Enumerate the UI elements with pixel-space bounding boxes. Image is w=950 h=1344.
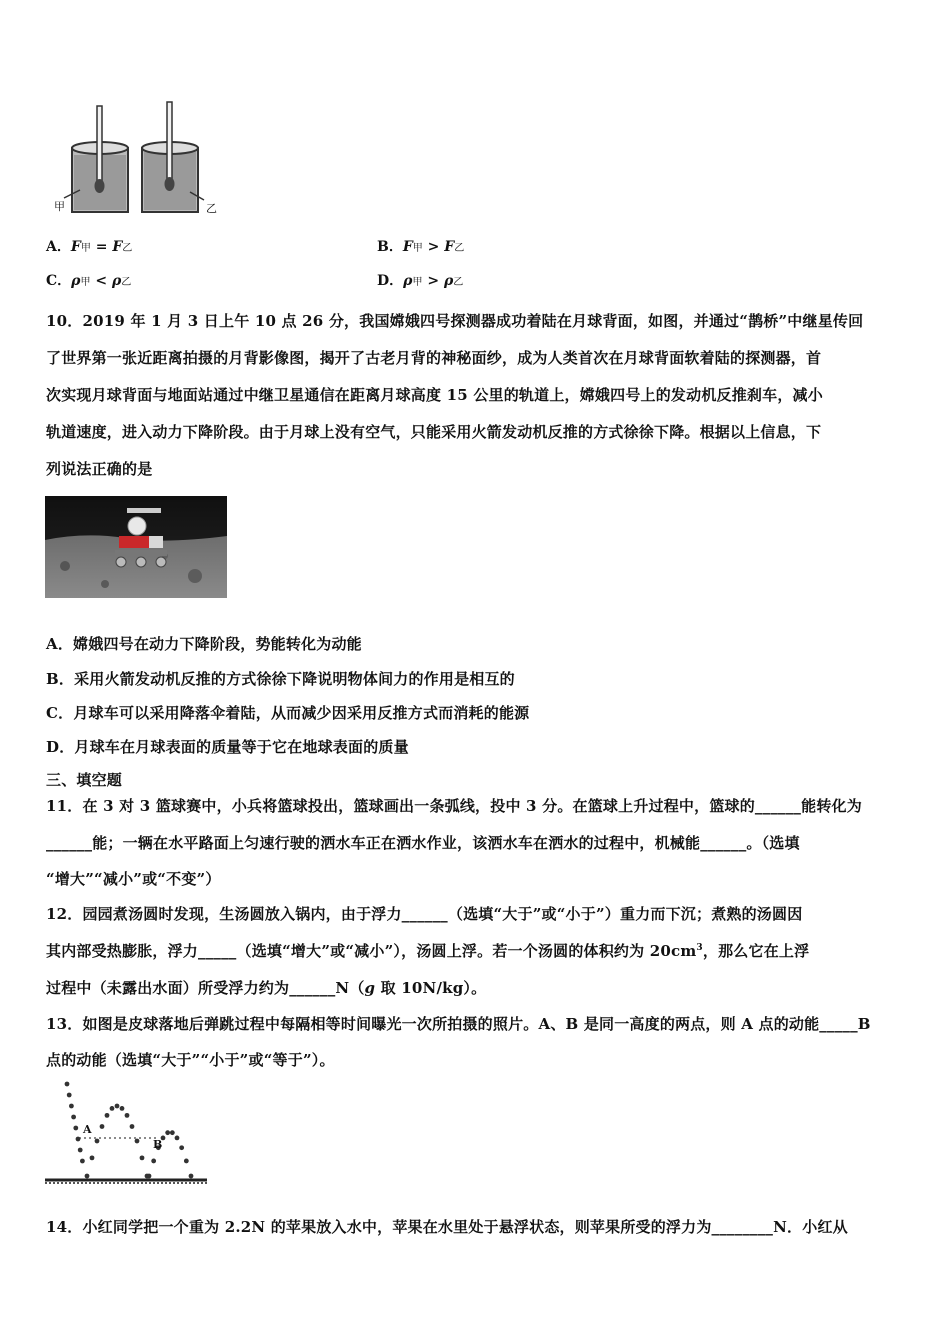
q9-option-d: D．ρ甲 > ρ乙 bbox=[377, 273, 464, 289]
beaker-label-left: 甲 bbox=[54, 200, 65, 213]
ball-dot bbox=[170, 1130, 175, 1135]
ball-dot bbox=[130, 1124, 135, 1129]
q11-line-1: 11．在 3 对 3 篮球赛中，小兵将篮球投出，篮球画出一条弧线，投中 3 分。在篮球上升过程中，篮球的______能转化为 bbox=[46, 797, 862, 815]
q13-line-2: 点的动能（选填“大于”“小于”或“等于”）。 bbox=[46, 1051, 335, 1069]
ball-dot bbox=[151, 1159, 156, 1164]
q9-option-a: A．F甲 = F乙 bbox=[46, 239, 133, 255]
q12-line-2: 其内部受热膨胀，浮力_____（选填“增大”或“减小”），汤圆上浮。若一个汤圆的体积约为 $20cm^3$，那么它在上浮 bbox=[46, 942, 810, 960]
q10-option-b: B．采用火箭发动机反推的方式徐徐下降说明物体间力的作用是相互的 bbox=[46, 670, 515, 688]
ball-dot bbox=[90, 1155, 95, 1160]
ball-dot bbox=[67, 1093, 72, 1098]
ball-dot bbox=[71, 1115, 76, 1120]
q10-option-a: A．嫦娥四号在动力下降阶段，势能转化为动能 bbox=[46, 635, 362, 653]
ball-dot bbox=[110, 1106, 115, 1111]
q10-line-5: 列说法正确的是 bbox=[46, 460, 153, 478]
ball-dot bbox=[115, 1104, 120, 1109]
ball-dot bbox=[189, 1174, 194, 1179]
q10-option-d: D．月球车在月球表面的质量等于它在地球表面的质量 bbox=[46, 738, 409, 756]
ball-dot bbox=[135, 1139, 140, 1144]
q9-option-c: C．ρ甲 < ρ乙 bbox=[46, 273, 132, 289]
point-b-label: B bbox=[153, 1138, 163, 1151]
q10-line-2: 了世界第一张近距离拍摄的月背影像图，揭开了古老月背的神秘面纱，成为人类首次在月球背面软着陆的探测器，首 bbox=[46, 349, 822, 367]
q11-line-2: ______能；一辆在水平路面上匀速行驶的洒水车正在洒水作业，该洒水车在洒水的过程中，机械能______。（选填 bbox=[46, 834, 800, 852]
ball-dot bbox=[179, 1145, 184, 1150]
ball-dot bbox=[69, 1104, 74, 1109]
ball-dot bbox=[175, 1135, 180, 1140]
ball-dot bbox=[95, 1139, 100, 1144]
q10-option-c: C．月球车可以采用降落伞着陆，从而减少因采用反推方式而消耗的能源 bbox=[46, 704, 530, 722]
beakers-figure bbox=[50, 100, 230, 218]
q11-line-3: “增大”“减小”或“不变”） bbox=[46, 870, 221, 888]
q12-line-3: 过程中（未露出水面）所受浮力约为______N（g 取 10N/kg）。 bbox=[46, 979, 487, 997]
point-a-label: A bbox=[83, 1123, 92, 1136]
ball-dot bbox=[80, 1159, 85, 1164]
ball-dot bbox=[165, 1130, 170, 1135]
ball-dot bbox=[140, 1155, 145, 1160]
bouncing-ball-figure bbox=[45, 1080, 210, 1188]
q10-line-4: 轨道速度，进入动力下降阶段。由于月球上没有空气，只能采用火箭发动机反推的方式徐徐下降。根据以上信息，下 bbox=[46, 423, 822, 441]
ball-dot bbox=[184, 1159, 189, 1164]
ball-dot bbox=[147, 1174, 152, 1179]
section-title: 三、填空题 bbox=[46, 771, 123, 789]
ball-dot bbox=[78, 1148, 83, 1153]
ball-dot bbox=[125, 1113, 130, 1118]
q13-line-1: 13．如图是皮球落地后弹跳过程中每隔相等时间曝光一次所拍摄的照片。A、B 是同一高度的两点，则 A 点的动能_____B bbox=[46, 1015, 871, 1033]
q9-option-b: B．F甲 > F乙 bbox=[377, 239, 465, 255]
ball-dot bbox=[105, 1113, 110, 1118]
q14-line-1: 14．小红同学把一个重为 2.2N 的苹果放入水中，苹果在水里处于悬浮状态，则苹果所受的浮力为________N．小红从 bbox=[46, 1218, 848, 1236]
q12-line-1: 12．园园煮汤圆时发现，生汤圆放入锅内，由于浮力______（选填“大于”或“小于”）重力而下沉；煮熟的汤圆因 bbox=[46, 905, 803, 923]
ball-dot bbox=[120, 1106, 125, 1111]
beaker-label-right: 乙 bbox=[206, 202, 217, 215]
ball-dot bbox=[100, 1124, 105, 1129]
moon-rover-photo bbox=[45, 496, 227, 598]
ball-dot bbox=[85, 1174, 90, 1179]
ball-dot bbox=[73, 1126, 78, 1131]
q10-line-3: 次实现月球背面与地面站通过中继卫星通信在距离月球高度 15 公里的轨道上，嫦娥四号上的发动机反推刹车，减小 bbox=[46, 386, 823, 404]
q10-line-1: 10．2019 年 1 月 3 日上午 10 点 26 分，我国嫦娥四号探测器成功着陆在月球背面，如图，并通过“鹊桥”中继星传回 bbox=[46, 312, 864, 330]
ball-dot bbox=[76, 1137, 81, 1142]
ball-dot bbox=[65, 1082, 70, 1087]
